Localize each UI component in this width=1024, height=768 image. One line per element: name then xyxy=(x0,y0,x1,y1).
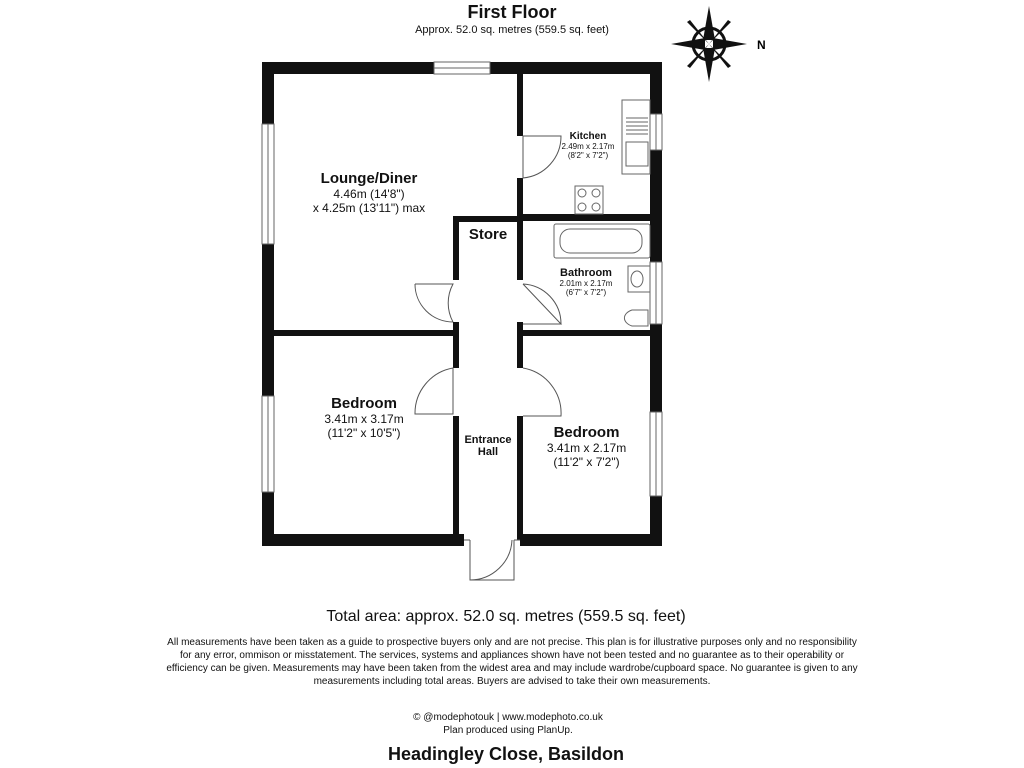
toilet-icon xyxy=(624,310,648,326)
room-dimension: 4.46m (14'8") xyxy=(333,187,405,201)
room-name: Bedroom xyxy=(331,395,397,412)
property-address: Headingley Close, Basildon xyxy=(387,744,625,764)
room-store xyxy=(459,226,517,243)
room-dimension: 3.41m x 2.17m xyxy=(546,441,627,455)
credit-line: © @modephotouk | www.modephoto.co.uk xyxy=(413,712,603,723)
room-name: Entrance xyxy=(464,434,512,446)
room-name: Kitchen xyxy=(569,131,607,142)
floor-title: First Floor xyxy=(467,2,557,22)
room-bedroom-1 xyxy=(274,395,454,440)
room-bathroom xyxy=(540,267,632,297)
room-dimension: x 4.25m (13'11") max xyxy=(312,201,426,215)
room-kitchen xyxy=(540,131,636,160)
room-dimension: 3.41m x 3.17m xyxy=(324,412,404,426)
compass-n-label: N xyxy=(757,38,766,52)
disclaimer: All measurements have been taken as a guide to prospective buyers only and are not precise. This plan is for illustrative purposes only and no responsibility for any error, ommison or misstatement. The services, systems and appliances shown have not been tested and no guarantee as to their operability or efficiency can be given. Measurements may have been taken from the widest area and may include wardrobe/cupboard space. No guarantee is given to any measurements including total areas. Buyers are advised to take their own measurements. xyxy=(166,637,858,687)
room-name: Hall xyxy=(477,446,499,458)
room-dimension: (11'2" x 10'5") xyxy=(327,426,401,440)
room-dimension: 2.49m x 2.17m xyxy=(561,142,615,151)
room-name: Bathroom xyxy=(560,267,612,279)
room-entrance-hall xyxy=(459,434,517,458)
room-name: Bedroom xyxy=(553,424,620,441)
compass-rose-icon xyxy=(671,6,766,82)
room-name: Lounge/Diner xyxy=(320,170,418,187)
room-dimension: (6'7" x 7'2") xyxy=(565,288,607,297)
room-name: Store xyxy=(468,226,508,243)
floor-area: Approx. 52.0 sq. metres (559.5 sq. feet) xyxy=(415,24,609,36)
room-lounge-diner xyxy=(274,170,464,215)
plan-credit: Plan produced using PlanUp. xyxy=(443,725,573,736)
total-area: Total area: approx. 52.0 sq. metres (559.5 sq. feet) xyxy=(326,608,686,625)
room-dimension: 2.01m x 2.17m xyxy=(559,279,613,288)
room-dimension: (11'2" x 7'2") xyxy=(553,455,620,469)
room-bedroom-2 xyxy=(523,424,650,469)
room-dimension: (8'2" x 7'2") xyxy=(567,151,609,160)
